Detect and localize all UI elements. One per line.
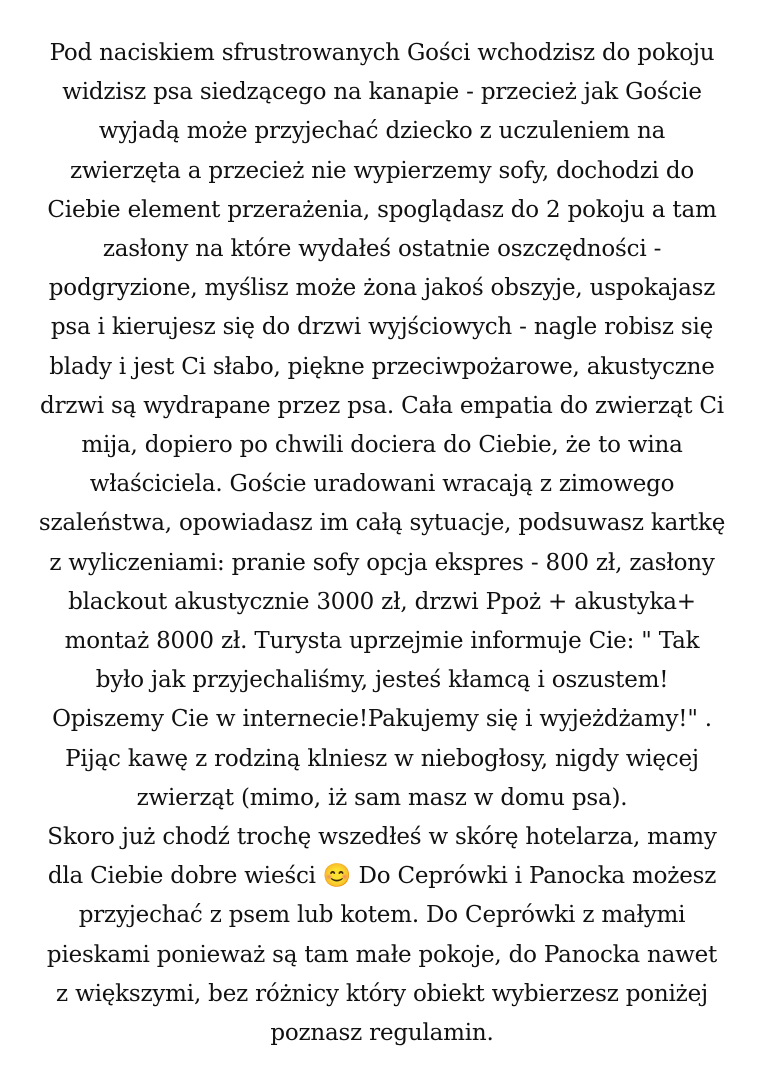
text-line: drzwi są wydrapane przez psa. Cała empatia do zwierząt Ci — [40, 392, 724, 419]
text-line: blady i jest Ci słabo, piękne przeciwpożarowe, akustyczne — [49, 353, 715, 380]
text-line: szaleństwa, opowiadasz im całą sytuacje, podsuwasz kartkę — [38, 510, 726, 537]
text-line: Pijąc kawę z rodziną klniesz w niebogłosy, nigdy więcej — [65, 745, 699, 772]
text-line: podgryzione, myślisz może żona jakoś obszyje, uspokajasz — [48, 275, 716, 302]
text-line: z wyliczeniami: pranie sofy opcja ekspres - 800 zł, zasłony — [49, 549, 715, 576]
text-line: mija, dopiero po chwili dociera do Ciebie, że to wina — [81, 432, 683, 459]
text-line: psa i kierujesz się do drzwi wyjściowych - nagle robisz się — [50, 314, 714, 341]
text-line: przyjechać z psem lub kotem. Do Ceprówki z małymi — [78, 902, 686, 929]
text-line: zwierząt (mimo, iż sam masz w domu psa). — [136, 784, 628, 811]
text-line: pieskami ponieważ są tam małe pokoje, do Panocka nawet — [46, 941, 718, 968]
body-text — [0, 34, 764, 1053]
text-line: Pod naciskiem sfrustrowanych Gości wchodzisz do pokoju — [49, 40, 715, 66]
text-line: zasłony na które wydałeś ostatnie oszczędności - — [102, 236, 662, 263]
text-line: wyjadą może przyjechać dziecko z uczuleniem na — [98, 118, 666, 145]
text-line: montaż 8000 zł. Turysta uprzejmie informuje Cie: " Tak — [64, 628, 700, 655]
text-line: Opiszemy Cie w internecie!Pakujemy się i wyjeżdżamy!" . — [52, 706, 712, 733]
text-line: zwierzęta a przecież nie wypierzemy sofy, dochodzi do — [69, 157, 695, 184]
text-line: było jak przyjechaliśmy, jesteś kłamcą i oszustem! — [95, 667, 669, 694]
text-line: poznasz regulamin. — [270, 1020, 494, 1047]
text-line: z większymi, bez różnicy który obiekt wybierzesz poniżej — [56, 980, 708, 1007]
text-line: dla Ciebie dobre wieści 😊 Do Ceprówki i Panocka możesz — [47, 863, 717, 890]
text-line: Ciebie element przerażenia, spoglądasz do 2 pokoju a tam — [47, 196, 717, 223]
text-line: Skoro już chodź trochę wszedłeś w skórę hotelarza, mamy — [47, 824, 717, 851]
text-line: widzisz psa siedzącego na kanapie - przecież jak Goście — [62, 79, 702, 106]
text-line: właściciela. Goście uradowani wracają z zimowego — [89, 471, 675, 498]
text-line: blackout akustycznie 3000 zł, drzwi Ppoż + akustyka+ — [68, 588, 696, 615]
